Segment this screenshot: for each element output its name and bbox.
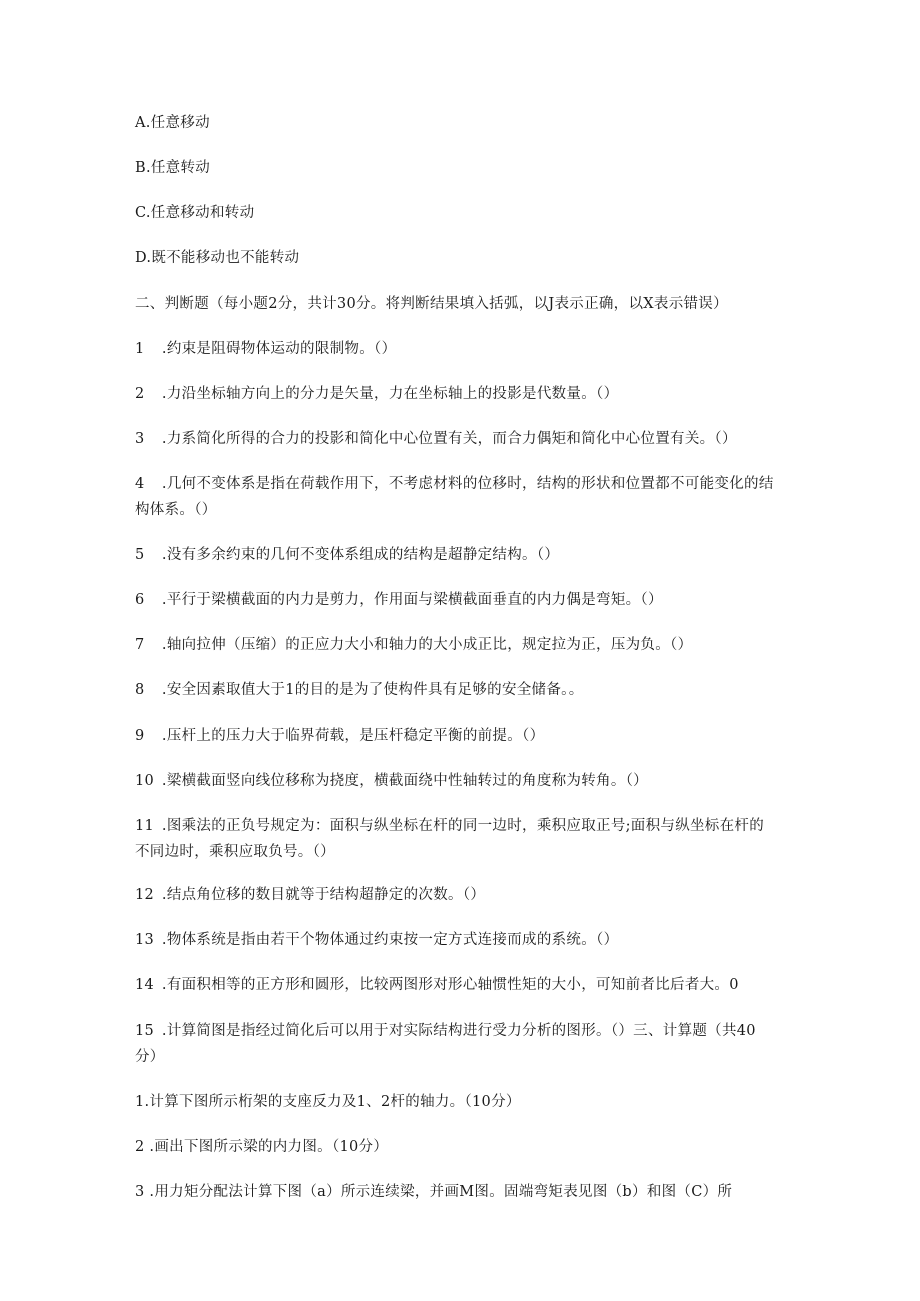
item-text: .平行于梁横截面的内力是剪力，作用面与梁横截面垂直的内力偶是弯矩。（） [157, 592, 663, 608]
item-number: 5 [135, 547, 145, 563]
item-number: 1 [135, 341, 145, 357]
item-text: .约束是阻碍物体运动的限制物。（） [157, 341, 397, 357]
judgment-item [135, 679, 584, 701]
option-c: C.任意移动和转动 [135, 205, 255, 221]
judgment-item [135, 634, 692, 656]
item-number: 8 [135, 682, 145, 698]
option-d: D.既不能移动也不能转动 [135, 250, 300, 266]
item-text: .物体系统是指由若干个物体通过约束按一定方式连接而成的系统。（） [157, 932, 619, 948]
item-number: 10 [135, 773, 155, 789]
item-text: .计算简图是指经过简化后可以用于对实际结构进行受力分析的图形。（）三、计算题（共40分） [135, 1023, 756, 1065]
judgment-item [135, 338, 396, 360]
judgment-item [135, 471, 775, 523]
judgment-item [135, 929, 618, 951]
judgment-item [135, 589, 663, 611]
item-text: .梁横截面竖向线位移称为挠度，横截面绕中性轴转过的角度称为转角。（） [157, 773, 648, 789]
calc-question: 1.计算下图所示桁架的支座反力及1、2杆的轴力。（10分） [135, 1094, 521, 1110]
item-number: 9 [135, 728, 145, 744]
item-number: 14 [135, 977, 155, 993]
item-text: .几何不变体系是指在荷载作用下，不考虑材料的位移时，结构的形状和位置都不可能变化的结构体系。（） [135, 476, 774, 518]
item-number: 7 [135, 637, 145, 653]
item-text: .安全因素取值大于1的目的是为了使构件具有足够的安全储备。。 [157, 682, 584, 698]
item-number: 4 [135, 476, 145, 492]
judgment-item [135, 974, 739, 996]
calc-question: 3 .用力矩分配法计算下图（a）所示连续梁，并画M图。固端弯矩表见图（b）和图（C）所 [135, 1184, 733, 1200]
item-number: 3 [135, 431, 145, 447]
item-number: 2 [135, 386, 145, 402]
judgment-item [135, 884, 485, 906]
item-text: .力系简化所得的合力的投影和简化中心位置有关，而合力偶矩和简化中心位置有关。（） [157, 431, 737, 447]
item-text: .没有多余约束的几何不变体系组成的结构是超静定结构。（） [157, 547, 560, 563]
judgment-item [135, 544, 559, 566]
judgment-item [135, 725, 544, 747]
item-text: .力沿坐标轴方向上的分力是矢量，力在坐标轴上的投影是代数量。（） [157, 386, 619, 402]
item-text: .图乘法的正负号规定为：面积与纵坐标在杆的同一边时，乘积应取正号;面积与纵坐标在杆的不同边时，乘积应取负号。（） [135, 818, 764, 860]
item-number: 12 [135, 887, 155, 903]
option-b: B.任意转动 [135, 160, 211, 176]
item-number: 11 [135, 818, 155, 834]
item-number: 13 [135, 932, 155, 948]
item-text: .压杆上的压力大于临界荷载，是压杆稳定平衡的前提。（） [157, 728, 545, 744]
item-text: .轴向拉伸（压缩）的正应力大小和轴力的大小成正比，规定拉为正，压为负。（） [157, 637, 693, 653]
calc-question: 2 .画出下图所示梁的内力图。（10分） [135, 1139, 389, 1155]
item-text: .结点角位移的数目就等于结构超静定的次数。（） [157, 887, 486, 903]
judgment-item [135, 813, 775, 865]
judgment-item [135, 1018, 775, 1070]
item-text: .有面积相等的正方形和圆形，比较两图形对形心轴惯性矩的大小，可知前者比后者大。0 [157, 977, 739, 993]
option-a: A.任意移动 [135, 115, 210, 131]
item-number: 15 [135, 1023, 155, 1039]
judgment-item [135, 770, 648, 792]
section-heading-judgment: 二、判断题（每小题2分，共计30分。将判断结果填入括弧，以J表示正确，以X表示错误） [135, 296, 728, 312]
judgment-item [135, 383, 618, 405]
item-number: 6 [135, 592, 145, 608]
judgment-item [135, 428, 737, 450]
